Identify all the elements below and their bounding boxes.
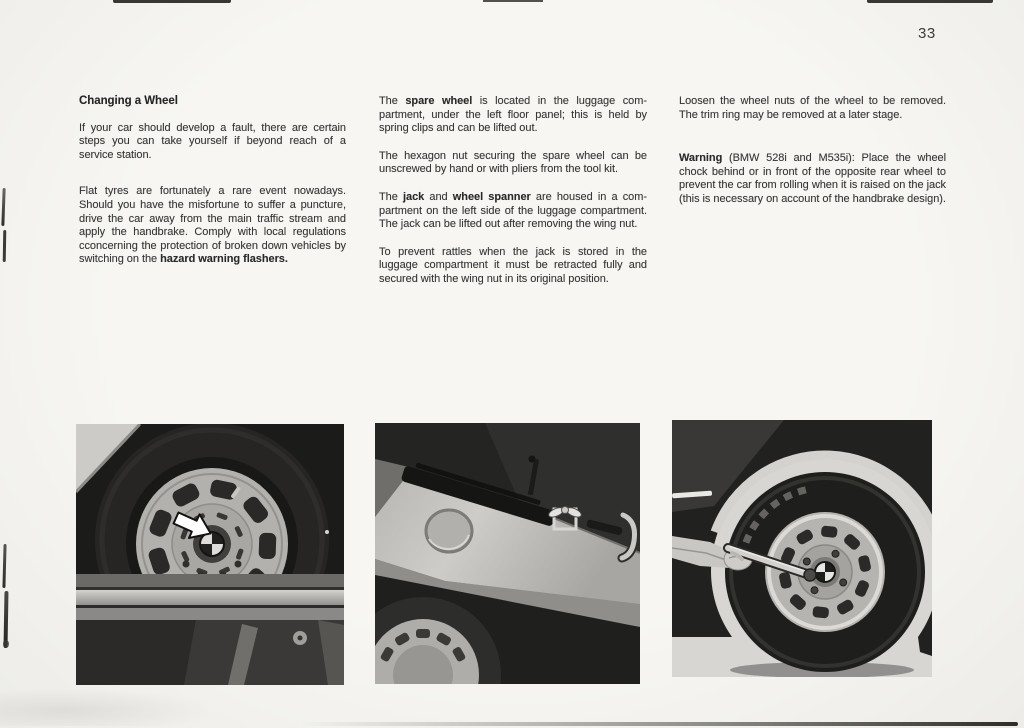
text-run: The hexagon nut securing the spare wheel can be unscrewed by hand or with pliers from the tool kit. (379, 149, 647, 176)
column-right (679, 95, 946, 221)
text-run: Loosen the wheel nuts of the wheel to be removed. The trim ring may be removed at a later stage. (679, 95, 946, 121)
binding-mark (3, 230, 7, 262)
text-run: To prevent rattles when the jack is stored in the luggage compartment it must be retracted fully and secured with the wing nut in its original position. (379, 245, 647, 285)
paragraph (379, 150, 647, 177)
bold-text-run: jack (403, 190, 425, 203)
section-heading: Changing a Wheel (79, 95, 178, 107)
scan-artifact-top-right (867, 0, 993, 3)
paragraph (679, 95, 946, 122)
column-left (79, 95, 346, 281)
bmw-roundel (815, 562, 835, 582)
paragraph (679, 152, 946, 206)
text-run: are housed in a compartment on the left side of the luggage compartment. The jack can be lifted out after removing the wing nut. (379, 190, 648, 231)
scan-texture-blotch (0, 688, 220, 726)
text-run: The (379, 190, 403, 203)
scan-artifact-bottom-edge (300, 722, 1018, 726)
paragraph (379, 191, 647, 232)
jack-compartment-photo (375, 423, 640, 684)
bold-text-run: spare wheel (405, 95, 473, 107)
paragraph (79, 122, 346, 163)
text-run: is located in the luggage compartment, under the left floor panel; this is held by spring clips and can be lifted out. (379, 95, 647, 135)
binding-mark (3, 640, 9, 648)
binding-mark (1, 188, 5, 226)
sill-bar (76, 574, 344, 685)
scan-artifact-top-center (483, 0, 543, 2)
binding-mark (2, 544, 6, 588)
text-run: Flat tyres are fortunately a rare event nowadays. Should you have the misfortune to suffer a puncture, drive the car away from the main traffic stream and apply the handbrake. Comply with local regulations cconcerning the protection of broken down vehicles by switching on the (79, 185, 346, 266)
text-run: The (379, 95, 406, 107)
text-run: and (424, 190, 453, 203)
text-run: If your car should develop a fault, there are certain steps you can take yourself if beyond reach of a service station. (79, 121, 346, 161)
spare-wheel-photo (76, 424, 344, 685)
paragraph (379, 95, 647, 136)
bold-text-run: hazard warning flashers. (160, 253, 288, 266)
paragraph (379, 246, 647, 287)
bold-text-run: Warning (679, 152, 723, 165)
bold-text-run: wheel spanner (452, 190, 531, 203)
panel-recess (426, 510, 472, 552)
wheel-spanner-photo (672, 420, 932, 677)
scan-artifact-top-left (113, 0, 231, 3)
text-run: (BMW 528i and M535i): Place the wheel chock behind or in front of the opposite rear wheel to prevent the car from rolling when it is raised on the jack (this is necessary on account of the handbrake design). (679, 152, 946, 205)
column-middle (379, 95, 647, 301)
page-number: 33 (918, 25, 936, 42)
paragraph (79, 185, 346, 267)
